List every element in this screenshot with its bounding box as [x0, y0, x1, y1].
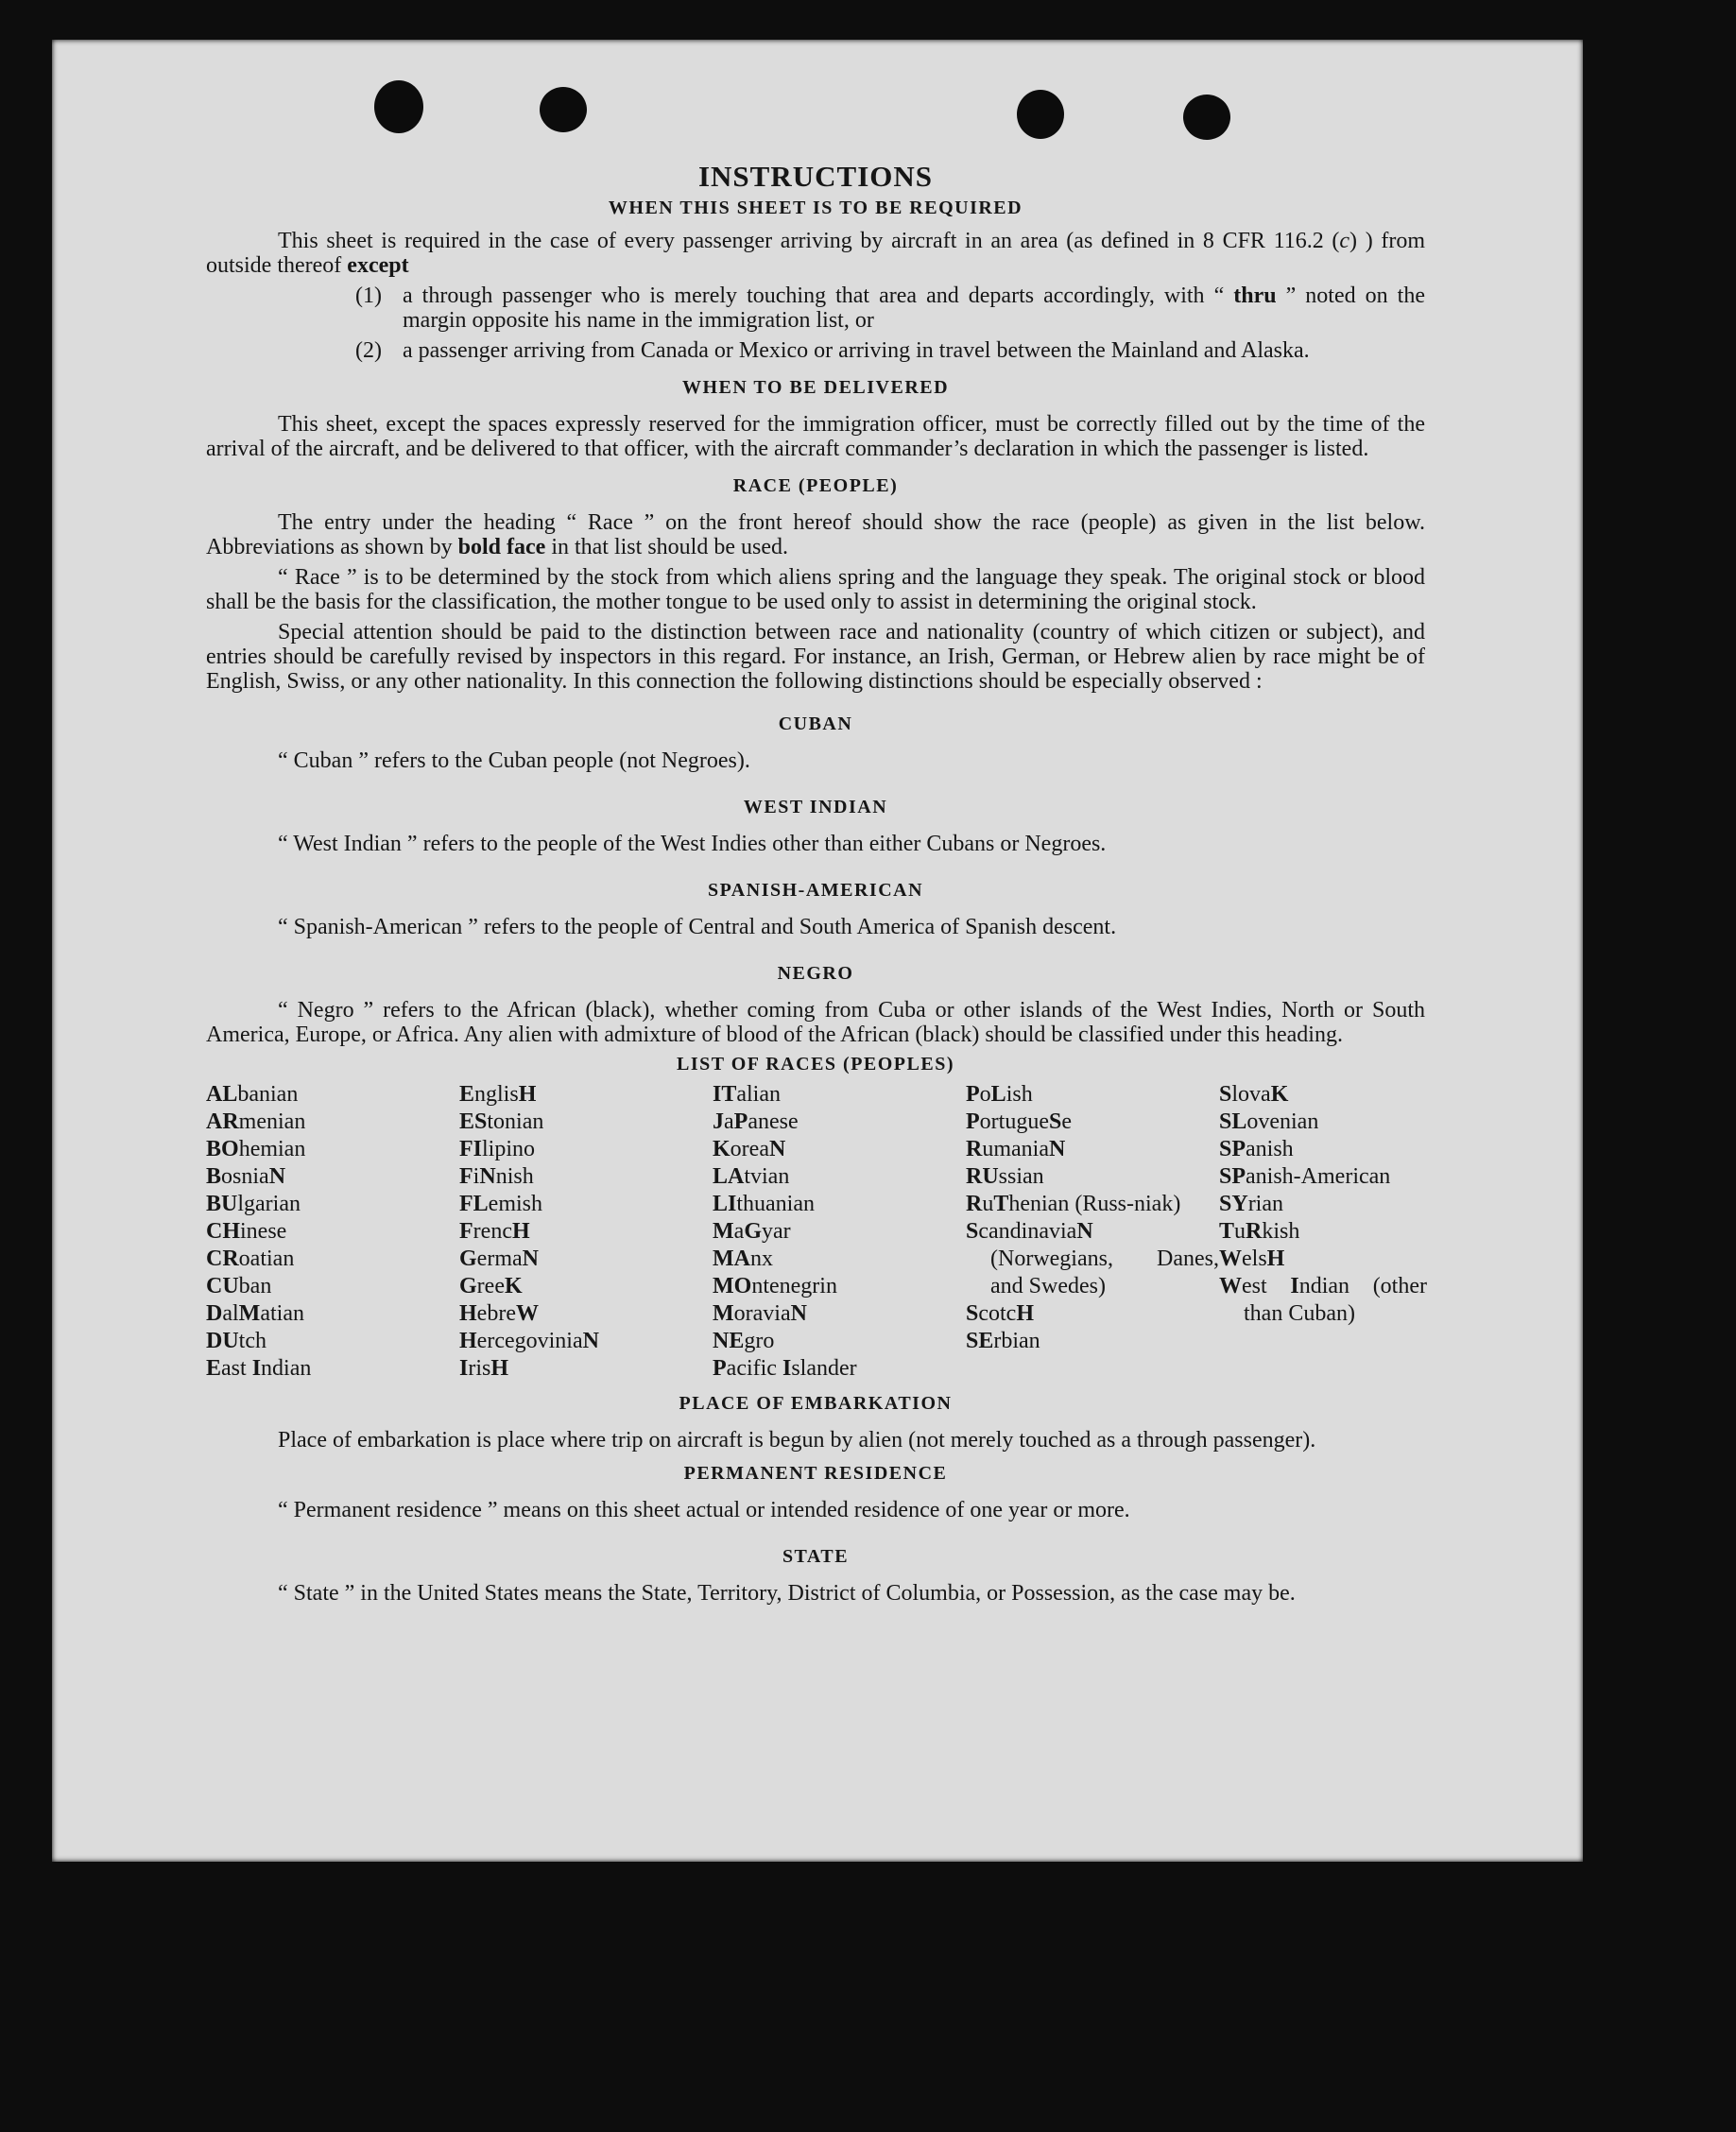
race-entry — [459, 1328, 713, 1355]
race-text: ovenian — [1246, 1109, 1319, 1134]
race-text: o — [979, 1082, 991, 1107]
abbreviation-bold: I — [251, 1356, 262, 1381]
race-entry — [713, 1328, 966, 1355]
race-entry — [459, 1163, 713, 1191]
abbreviation-bold: BO — [206, 1137, 239, 1161]
race-entry — [966, 1109, 1219, 1136]
abbreviation-bold: IT — [713, 1082, 737, 1107]
text-run: ) ) from outside thereof — [206, 229, 1425, 278]
race-text: atian — [260, 1301, 304, 1326]
race-text: lipino — [482, 1137, 536, 1161]
race-entry — [459, 1218, 713, 1246]
abbreviation-bold: W — [515, 1301, 539, 1326]
race-text: oravia — [733, 1301, 791, 1326]
race-entry — [966, 1136, 1219, 1163]
race-text: tch — [238, 1329, 266, 1353]
abbreviation-bold: CR — [206, 1247, 239, 1271]
abbreviation-bold: AR — [206, 1109, 239, 1134]
punch-hole — [1183, 95, 1230, 140]
abbreviation-bold: H — [1266, 1247, 1285, 1271]
italic-run: c — [1339, 229, 1350, 253]
race-entry — [1219, 1218, 1427, 1246]
abbreviation-bold: W — [1219, 1274, 1242, 1298]
abbreviation-bold: H — [511, 1219, 530, 1244]
race-entry — [459, 1246, 713, 1273]
race-text: tonian — [487, 1109, 544, 1134]
spanish-american-text: “ Spanish-American ” refers to the people of Central and South America of Spanish descent. — [278, 915, 1117, 939]
race-text: menian — [238, 1109, 306, 1134]
abbreviation-bold: S — [966, 1219, 979, 1244]
races-column — [459, 1081, 713, 1383]
race-text: kish — [1262, 1219, 1300, 1244]
race-text: renc — [473, 1219, 512, 1244]
race-text: erma — [476, 1247, 523, 1271]
abbreviation-bold: NE — [713, 1329, 745, 1353]
section-heading-race: RACE (PEOPLE) — [732, 475, 899, 496]
race-entry — [713, 1300, 966, 1328]
abbreviation-bold: G — [459, 1247, 477, 1271]
abbreviation-bold: N — [582, 1329, 599, 1353]
race-text: (Norwegians, Danes, and Swedes) — [990, 1247, 1219, 1298]
race-text: ebre — [476, 1301, 516, 1326]
abbreviation-bold: N — [790, 1301, 807, 1326]
race-text: ercegovinia — [476, 1329, 583, 1353]
race-text: yar — [761, 1219, 791, 1244]
race-text: orea — [730, 1137, 769, 1161]
section-heading-list-of-races: LIST OF RACES (PEOPLES) — [676, 1054, 954, 1075]
section-heading-negro: NEGRO — [777, 963, 854, 984]
required-intro — [206, 229, 1425, 278]
race-text: els — [1242, 1247, 1267, 1271]
item-text: a passenger arriving from Canada or Mexico or arriving in travel between the Mainland and Alaska. — [403, 338, 1310, 363]
abbreviation-bold: SP — [1219, 1164, 1246, 1189]
abbreviation-bold: E — [459, 1082, 475, 1107]
race-text: umania — [982, 1137, 1049, 1161]
race-entry — [1219, 1163, 1427, 1191]
abbreviation-bold: P — [966, 1109, 980, 1134]
abbreviation-bold: MO — [713, 1274, 752, 1298]
document-sheet — [52, 40, 1583, 1862]
race-entry — [966, 1191, 1219, 1218]
abbreviation-bold: H — [459, 1329, 477, 1353]
abbreviation-bold: R — [966, 1192, 983, 1216]
race-entry — [459, 1300, 713, 1328]
race-text: nglis — [474, 1082, 519, 1107]
race-entry — [206, 1163, 459, 1191]
abbreviation-bold: W — [1219, 1247, 1242, 1271]
section-heading-place-of-embarkation: PLACE OF EMBARKATION — [679, 1393, 953, 1414]
race-entry — [206, 1273, 459, 1300]
section-heading-when-required: WHEN THIS SHEET IS TO BE REQUIRED — [608, 198, 1023, 218]
race-entry — [206, 1246, 459, 1273]
race-entry — [459, 1191, 713, 1218]
abbreviation-bold: B — [206, 1164, 222, 1189]
race-entry — [206, 1109, 459, 1136]
race-entry — [206, 1191, 459, 1218]
state-text: “ State ” in the United States means the State, Territory, District of Columbia, or Possession, as the case may be. — [278, 1581, 1296, 1606]
race-text: inese — [240, 1219, 287, 1244]
race-entry — [206, 1300, 459, 1328]
section-heading-cuban: CUBAN — [778, 714, 853, 734]
punch-hole — [1017, 90, 1064, 139]
race-text: ndian — [261, 1356, 312, 1381]
abbreviation-bold: P — [733, 1109, 748, 1134]
race-entry — [713, 1109, 966, 1136]
abbreviation-bold: H — [518, 1082, 537, 1107]
abbreviation-bold: N — [268, 1164, 286, 1189]
race-text: acific — [726, 1356, 782, 1381]
delivered-text: This sheet, except the spaces expressly reserved for the immigration officer, must be correctly filled out by the time of the arrival of the aircraft, and be delivered to that officer, with the aircraft commander’s declaration in which the passenger is listed. — [206, 412, 1425, 461]
race-text: ortugue — [979, 1109, 1049, 1134]
race-text: e — [1061, 1109, 1072, 1134]
race-text: ssian — [998, 1164, 1044, 1189]
race-text: ree — [476, 1274, 505, 1298]
abbreviation-bold: K — [713, 1137, 730, 1161]
race-entry — [206, 1136, 459, 1163]
race-text: slander — [791, 1356, 857, 1381]
abbreviation-bold: F — [459, 1219, 473, 1244]
race-text: banian — [237, 1082, 299, 1107]
race-text: ntenegrin — [751, 1274, 837, 1298]
race-text: candinavia — [978, 1219, 1077, 1244]
abbreviation-bold: F — [459, 1164, 473, 1189]
race-text: henian (Russ-niak) — [1008, 1192, 1181, 1216]
place-of-embarkation-text: Place of embarkation is place where trip on aircraft is begun by alien (not merely touched as a through passenger). — [278, 1428, 1316, 1453]
race-entry — [1219, 1191, 1427, 1218]
races-column — [966, 1081, 1219, 1383]
race-entry — [1219, 1081, 1427, 1109]
abbreviation-bold: LI — [713, 1192, 737, 1216]
race-entry — [459, 1273, 713, 1300]
race-text: hemian — [238, 1137, 306, 1161]
abbreviation-bold: P — [966, 1082, 980, 1107]
abbreviation-bold: N — [479, 1164, 496, 1189]
abbreviation-bold: MA — [713, 1247, 750, 1271]
abbreviation-bold: M — [713, 1219, 734, 1244]
bold-run: except — [347, 253, 409, 278]
abbreviation-bold: K — [504, 1274, 523, 1298]
instructions-content — [206, 159, 1425, 1606]
abbreviation-bold: S — [966, 1301, 979, 1326]
race-entry — [713, 1218, 966, 1246]
race-text: thuanian — [736, 1192, 815, 1216]
race-entry — [966, 1163, 1219, 1191]
abbreviation-bold: SL — [1219, 1109, 1247, 1134]
permanent-residence-text: “ Permanent residence ” means on this sheet actual or intended residence of one year or more. — [278, 1498, 1130, 1522]
race-entry — [206, 1355, 459, 1383]
bold-run: thru — [1233, 284, 1277, 308]
exception-item-1 — [355, 284, 1425, 333]
punch-hole — [374, 80, 423, 133]
abbreviation-bold: J — [713, 1109, 724, 1134]
negro-text: “ Negro ” refers to the African (black), whether coming from Cuba or other islands of the West Indies, North or South America, Europe, or Africa. Any alien with admixture of blood of the African (black) should be classified under this heading. — [206, 998, 1425, 1047]
race-entry — [206, 1081, 459, 1109]
races-list — [206, 1081, 1425, 1383]
race-entry — [966, 1300, 1219, 1328]
exception-item-2 — [355, 338, 1425, 363]
abbreviation-bold: M — [713, 1301, 734, 1326]
text-run: in that list should be used. — [545, 535, 788, 559]
races-column — [1219, 1081, 1427, 1383]
abbreviation-bold: T — [993, 1192, 1009, 1216]
race-text: ris — [468, 1356, 491, 1381]
race-text: emish — [488, 1192, 542, 1216]
race-entry — [713, 1246, 966, 1273]
races-column — [206, 1081, 459, 1383]
race-entry — [459, 1136, 713, 1163]
race-entry — [713, 1136, 966, 1163]
race-text: rian — [1247, 1192, 1283, 1216]
race-text: cotc — [978, 1301, 1017, 1326]
race-text: gro — [744, 1329, 775, 1353]
races-column — [713, 1081, 966, 1383]
abbreviation-bold: AL — [206, 1082, 238, 1107]
abbreviation-bold: M — [238, 1301, 261, 1326]
race-text: u — [1234, 1219, 1246, 1244]
punch-hole — [540, 87, 587, 132]
abbreviation-bold: D — [206, 1301, 223, 1326]
abbreviation-bold: FI — [459, 1137, 482, 1161]
race-entry — [1219, 1273, 1427, 1328]
race-text: u — [982, 1192, 994, 1216]
race-entry — [459, 1081, 713, 1109]
text-run: This sheet is required in the case of every passenger arriving by aircraft in an area (as defined in 8 CFR 116.2 ( — [278, 229, 1340, 253]
document-title: INSTRUCTIONS — [697, 160, 933, 193]
race-text: ban — [238, 1274, 272, 1298]
abbreviation-bold: G — [459, 1274, 477, 1298]
abbreviation-bold: CH — [206, 1219, 240, 1244]
race-text: i — [473, 1164, 480, 1189]
race-text: oatian — [238, 1247, 295, 1271]
section-heading-when-delivered: WHEN TO BE DELIVERED — [681, 377, 950, 398]
race-text: osnia — [221, 1164, 269, 1189]
race-entry — [713, 1355, 966, 1383]
race-text: a — [733, 1219, 745, 1244]
abbreviation-bold: R — [1246, 1219, 1263, 1244]
race-text: a — [724, 1109, 734, 1134]
race-text: rbian — [993, 1329, 1040, 1353]
abbreviation-bold: T — [1219, 1219, 1235, 1244]
text-run: a through passenger who is merely touching that area and departs accordingly, with “ — [403, 284, 1234, 308]
abbreviation-bold: N — [768, 1137, 786, 1161]
abbreviation-bold: DU — [206, 1329, 239, 1353]
race-text: al — [222, 1301, 239, 1326]
abbreviation-bold: K — [1270, 1082, 1289, 1107]
abbreviation-bold: I — [1290, 1274, 1299, 1298]
abbreviation-bold: SY — [1219, 1192, 1248, 1216]
race-text: lova — [1231, 1082, 1271, 1107]
text-run: The entry under the heading “ Race ” on the front hereof should show the race (people) as given in the list below. Abbreviations as shown by — [206, 510, 1425, 559]
abbreviation-bold: S — [1219, 1082, 1232, 1107]
race-entry — [966, 1081, 1219, 1109]
race-paragraph-3: Special attention should be paid to the distinction between race and nationality (country of which citizen or subject), and entries should be carefully revised by inspectors in this regard. For instance, an Irish, German, or Hebrew alien by race might be of English, Swiss, or any other nationality. In this connection the following distinctions should be especially observed : — [206, 620, 1425, 694]
west-indian-text: “ West Indian ” refers to the people of the West Indies other than either Cubans or Negroes. — [278, 832, 1107, 856]
race-text: lgarian — [237, 1192, 301, 1216]
abbreviation-bold: N — [1076, 1219, 1093, 1244]
abbreviation-bold: LA — [713, 1164, 745, 1189]
abbreviation-bold: H — [490, 1356, 509, 1381]
section-heading-spanish-american: SPANISH-AMERICAN — [707, 880, 924, 901]
abbreviation-bold: I — [459, 1356, 469, 1381]
race-text: anish-American — [1246, 1164, 1391, 1189]
race-text: anese — [748, 1109, 799, 1134]
bold-run: bold face — [457, 535, 546, 559]
race-text: ndian (other than Cuban) — [1244, 1274, 1427, 1326]
abbreviation-bold: S — [1048, 1109, 1062, 1134]
race-entry — [206, 1328, 459, 1355]
abbreviation-bold: SP — [1219, 1137, 1246, 1161]
race-text: alian — [736, 1082, 781, 1107]
cuban-text: “ Cuban ” refers to the Cuban people (not Negroes). — [278, 748, 750, 773]
item-number: (2) — [355, 338, 382, 363]
race-text: nx — [749, 1247, 773, 1271]
race-entry — [1219, 1109, 1427, 1136]
race-entry — [966, 1328, 1219, 1355]
race-text: anish — [1246, 1137, 1294, 1161]
abbreviation-bold: SE — [966, 1329, 994, 1353]
item-number: (1) — [355, 284, 382, 308]
item-text — [403, 284, 1425, 333]
abbreviation-bold: H — [1016, 1301, 1035, 1326]
race-entry — [713, 1081, 966, 1109]
abbreviation-bold: CU — [206, 1274, 239, 1298]
abbreviation-bold: BU — [206, 1192, 238, 1216]
race-text: ast — [221, 1356, 252, 1381]
abbreviation-bold: N — [522, 1247, 539, 1271]
abbreviation-bold: N — [1048, 1137, 1066, 1161]
race-entry — [206, 1218, 459, 1246]
abbreviation-bold: P — [713, 1356, 727, 1381]
race-text: tvian — [744, 1164, 790, 1189]
race-entry — [459, 1355, 713, 1383]
race-paragraph-2: “ Race ” is to be determined by the stock from which aliens spring and the language they speak. The original stock or blood shall be the basis for the classification, the mother tongue to be used only to assist in determining the original stock. — [206, 565, 1425, 614]
section-heading-west-indian: WEST INDIAN — [743, 797, 888, 817]
abbreviation-bold: L — [990, 1082, 1006, 1107]
section-heading-state: STATE — [782, 1546, 850, 1567]
race-entry — [1219, 1136, 1427, 1163]
race-paragraph-1 — [206, 510, 1425, 559]
text-run: ” noted on the margin opposite his name in the immigration list, or — [403, 284, 1426, 333]
race-entry — [713, 1191, 966, 1218]
abbreviation-bold: R — [966, 1137, 983, 1161]
race-entry — [966, 1218, 1219, 1300]
race-entry — [713, 1163, 966, 1191]
abbreviation-bold: I — [782, 1356, 792, 1381]
race-text: nish — [495, 1164, 534, 1189]
race-entry — [713, 1273, 966, 1300]
race-text: est — [1242, 1274, 1291, 1298]
race-entry — [459, 1109, 713, 1136]
abbreviation-bold: G — [744, 1219, 762, 1244]
abbreviation-bold: H — [459, 1301, 477, 1326]
race-entry — [1219, 1246, 1427, 1273]
section-heading-permanent-residence: PERMANENT RESIDENCE — [683, 1463, 948, 1484]
abbreviation-bold: FL — [459, 1192, 489, 1216]
abbreviation-bold: E — [206, 1356, 222, 1381]
abbreviation-bold: RU — [966, 1164, 999, 1189]
race-text: ish — [1006, 1082, 1033, 1107]
abbreviation-bold: ES — [459, 1109, 488, 1134]
